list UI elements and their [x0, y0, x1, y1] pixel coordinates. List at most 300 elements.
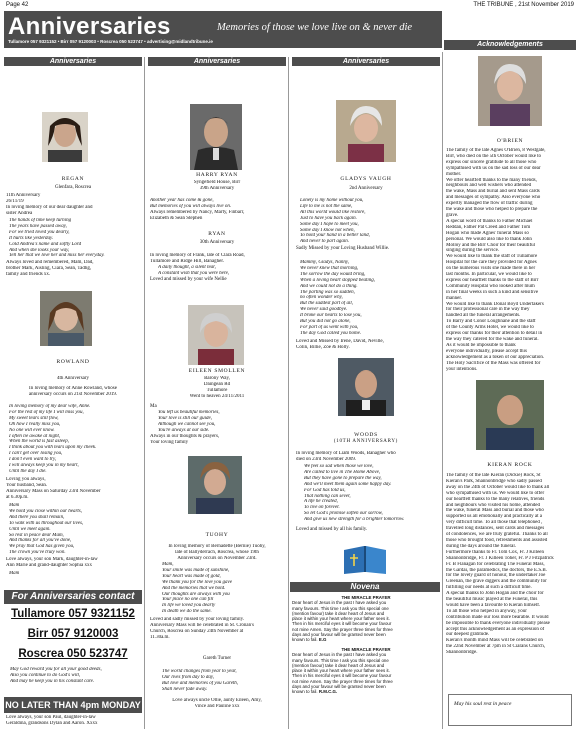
ack-line: the beautiful music played at the Funeral, this [446, 597, 538, 603]
verse-line: So let God's promise soften our sorrow, [304, 511, 383, 517]
page-topline [6, 2, 574, 11]
rowland-line: Your husband, Sean. [6, 482, 48, 488]
harry-ryan-name: HARRY RYAN [196, 172, 238, 178]
tuohy-line: Love always uncle Ollie, aunty Eileen, Amy, [172, 698, 262, 703]
prayer-signature: E.G [318, 637, 327, 643]
ack-line: expertly managed the flow of traffic during [446, 201, 533, 207]
verse-line: My sweet tears still flow, [9, 415, 59, 421]
ack-line: everyone individually, please accept this [446, 348, 527, 354]
verse-line: We never said goodbye. [300, 307, 348, 313]
page-number: Page 42 [6, 2, 29, 8]
acknowledgements-header: Acknowledgements [444, 40, 576, 50]
harry-ryan-photo [190, 104, 242, 170]
verse-line: I don't even want to try, [9, 457, 57, 463]
tuohy-tail [150, 617, 286, 641]
prayer-line: Then in his merciful eyes it will become your favour [292, 673, 392, 679]
ack-line: manner. [446, 295, 462, 301]
verse-line: Also you continue to do God's will, [10, 672, 81, 678]
rowland-line: Anniversary Mass on Saturday 23rd November [6, 488, 101, 494]
ack-line: those who brought food, refreshments and assisted [446, 537, 548, 543]
verse-line: When the world is fast asleep, [9, 439, 69, 445]
deadline-banner: NO LATER THAN 4pm MONDAY [4, 697, 142, 713]
rowland-photo [40, 291, 92, 346]
woods-line: In loving memory of Liam Woods, Banagher who [296, 451, 396, 456]
ack-line: the wake and those who helped to prepare the [446, 207, 538, 213]
prayer-line: (mention favour) take it dear heart of Jesus and [292, 610, 385, 616]
verse-line: The day God called you home. [300, 330, 362, 336]
verse-line: I often lie awake at night, [9, 433, 61, 439]
ack-line: The family of the late Kieran (Dickie) Rock, St [446, 473, 541, 478]
tuohy-line: Vince and Pauline xxx [194, 703, 240, 709]
verse-line: In death we do the same. [162, 609, 212, 615]
ack-line: Furthermore thanks to Fr. Tom Cox, Fr. J Killeen [446, 549, 545, 555]
verse-line: no often wonder why, [300, 295, 343, 301]
verse-line: We never knew that morning, [300, 265, 359, 271]
verse-line: A life he created, [304, 499, 338, 505]
gladys-vaugh-tail: Sadly Missed by your Loving Husband Willie. [296, 246, 390, 251]
rowland-line: Love always, your son Paul, daughter-in-law [6, 715, 96, 720]
ack-line: Molloy and the Birr Choir for their beautiful [446, 242, 536, 248]
ack-line: our heartfelt thanks to the many relatives, friends [446, 496, 545, 502]
ack-line: the wake, Mass and burial and sent Mass cards [446, 189, 540, 195]
ack-line: A special thanks to John Hogan and the choir for [446, 591, 544, 597]
rowland-line: 4th Anniversary [56, 376, 90, 381]
ack-line: for the lovely guard of honour, the undertaker Joe [446, 573, 546, 579]
verse-line: The world changes from year to year, [162, 669, 237, 674]
ack-line: travelled long distances, sent cards and messages [446, 526, 545, 532]
verse-line: Life to me is not the same, [300, 203, 353, 209]
verse-line: The hands of time keep turning [9, 218, 72, 223]
column-header-3: Anniversaries [292, 57, 440, 66]
miracle-prayer-2 [292, 647, 440, 695]
ack-line: The Holy Sacrifice of the Mass was offered for [446, 360, 541, 366]
rowland-tail2 [6, 715, 142, 727]
verse-line: Tell her that we love her and miss her everyday. [9, 253, 105, 259]
ryan-intro [150, 253, 286, 265]
ack-line: express our thanks for their attention to detail in [446, 331, 543, 337]
prayer-line: (mention favour) take it dear heart of Jesus and [292, 662, 385, 668]
ack-line: handled all the funeral arrangements. [446, 313, 521, 319]
verse-line: To live on forever. [304, 505, 340, 511]
prayer-line: Dear heart of Jesus in the past I have asked you [292, 652, 387, 658]
ack-line: Greenan, the grave diggers and the community for [446, 579, 547, 585]
verse-line: And when she looks your way, [9, 247, 70, 253]
regan-tail [6, 260, 142, 278]
novena-header: Novena [290, 582, 440, 592]
ack-line: would have been a favourite to Kieran himself. [446, 602, 541, 608]
prayer-title: THE MIRACLE PRAYER [341, 647, 391, 652]
verse-line: In life we loved you dearly [162, 603, 216, 609]
ryan-verse [158, 265, 286, 277]
verse-line: Your love is still our guide, [158, 415, 212, 421]
column-header-2: Anniversaries [148, 57, 286, 66]
tuohy-verse [162, 562, 286, 615]
rowland-line: Love always, your son Mark, daughter-in-law [6, 557, 98, 562]
ack-line: Birr, who died on the 5th October would like to [446, 153, 542, 159]
verse-line: For part of us went with you, [300, 324, 359, 330]
column-rule [144, 57, 145, 729]
ack-line: during the days around the funeral. [446, 543, 516, 549]
vaugh-line: Loved and Missed by Irene, David, Neville, [296, 339, 384, 344]
prayer-line: place it within your heart where your father sees it. [292, 616, 390, 622]
ack-line: on the numerous visits she made there in her [446, 266, 536, 272]
verse-line: You're always at our side. [158, 427, 210, 433]
verse-line: Just to have you back again. [300, 215, 357, 221]
harry-ryan-tail [150, 210, 286, 222]
ack-line: very difficult time. To all those that telephoned , [446, 520, 543, 526]
ack-line: Hospital for the care they provided for Agnes [446, 260, 537, 266]
verse-line: You left us beautiful memories, [158, 410, 220, 415]
ack-line: the Gardai, the paramedics, the doctors, the E.S.B. [446, 567, 547, 573]
prayer-line: many favours. This time I ask you this special one [292, 605, 389, 611]
verse-line: And give us new strength for a brighter tomorrow. [304, 517, 405, 523]
ack-line: We offer heartfelt thanks to the many friends, [446, 177, 537, 183]
ack-line: Hogan who made Agnes' funeral Mass so [446, 230, 529, 236]
ack-line: in her final weeks in such a kind and sensitive [446, 289, 539, 295]
ack-line: the 22nd November at 7pm in St Ciarans Church, [446, 644, 546, 650]
ack-line: of the County Arms Hotel, we would like to [446, 325, 534, 331]
prayer-book-icon [340, 542, 390, 576]
ack-line: Shannonbridge. [446, 650, 478, 656]
ack-line: Reddan, Father Pat Creed and Father Tom [446, 224, 531, 230]
verse-line: But memories of you will always live on. [150, 203, 232, 209]
rowland-name: ROWLAND [56, 359, 90, 365]
verse-line: May God reward you for all your good deeds, [10, 667, 102, 672]
office-tullamore: Tullamore 057 9321152 [11, 608, 135, 620]
office-birr: Birr 057 9120003 [27, 628, 119, 640]
rowland-verse2 [9, 503, 142, 556]
verse-line: We pray that God has given you, [9, 544, 75, 550]
verse-line: Some day I hope to meet you, [300, 221, 359, 227]
advert-header: For Anniversaries contact [4, 590, 142, 604]
verse-line: Mam [9, 571, 20, 576]
kieran-rock-message [446, 473, 576, 656]
woods-anniversary: (10TH ANNIVERSARY) [333, 439, 399, 444]
woods-intro [296, 451, 440, 463]
regan-line: Always loved and remembered, Mam, Dad, [6, 260, 94, 265]
obrien-name: O'BRIEN [496, 138, 524, 144]
verse-line: To hold your hand in a better land, [300, 233, 370, 239]
woods-tail: Loved and missed by all his family. [296, 527, 368, 532]
ack-line: personal. We would also like to thank John [446, 236, 532, 242]
verse-line: It broke our hearts to lose you, [300, 313, 362, 319]
eileen-smollen-lead: Ma [150, 404, 157, 409]
gladys-vaugh-anniversary: 2nd Anniversary [349, 186, 383, 191]
rowland-line: Loving you always, [6, 477, 46, 482]
verse-line: Are called to live in The Home Above, [304, 469, 381, 475]
tuohy-line: late of Ballyderrach, Roscrea, whose 19th [175, 549, 259, 555]
ack-line: be impossible to thank everyone individually please [446, 620, 550, 626]
ack-line: contribution made our loss more bearable. It would [446, 614, 549, 620]
rowland-line: anniversary occurs on 21st November 2019. [28, 391, 118, 397]
prayer-line: known to fail. [292, 689, 318, 695]
smollen-line: Tullamore [206, 387, 228, 393]
verse-line: Mammy, Gladys, Nanny, [300, 260, 350, 265]
woods-verse [304, 464, 440, 523]
tuohy-photo [188, 456, 242, 514]
ack-line: the way they catered for the wake and funeral. [446, 337, 539, 342]
tuohy-line: Anniversary Mass will be celebrated in St. Cronan's [150, 622, 254, 628]
verse-line: I think about you with tears upon my cheek. [9, 445, 97, 451]
verse-line: When a loving heart stopped beating, [300, 277, 375, 283]
verse-line: And thanks for all you've done, [9, 538, 72, 544]
ack-line: Kieran's Park, Shannonbridge who sadly passed [446, 478, 542, 484]
verse-line: Until the day I die. [9, 468, 47, 474]
verse-line: Our lives from day to day, [162, 674, 215, 680]
ryan-line: Syngefield House, Birr [193, 180, 241, 185]
woods-photo [338, 358, 394, 416]
regan-line: In loving memory of our dear daughter and [6, 204, 93, 210]
ack-line: To all those who helped in anyway, your [446, 608, 527, 614]
ack-line: supported us all emotionally and practically at a [446, 514, 542, 520]
ack-line: We would like to thank Donal Boyd Undertakers [446, 301, 544, 307]
verse-line: To walk with us throughout our lives, [9, 520, 84, 526]
ack-line: neighbours and well wishers who attended [446, 183, 532, 189]
verse-line: But they have gone to prepare the way, [304, 475, 382, 481]
verse-line: Lonely is my home without you, [300, 198, 364, 203]
verse-line: I will always keep you in my heart, [9, 463, 79, 469]
verse-line: Another year has come & gone, [150, 198, 214, 203]
verse-line: Mam [9, 503, 20, 508]
ack-line: fulfilling our needs at such a difficult time. [446, 585, 532, 591]
tuohy-name: TUOHY [205, 532, 229, 538]
ack-line: We would like to thank the staff of Tullamore [446, 254, 538, 260]
verse-line: But you did not go alone, [300, 319, 351, 325]
ack-line: our deepest gratitude. [446, 632, 490, 638]
regan-intro [6, 193, 142, 217]
verse-line: For God has told us, [304, 487, 346, 493]
ack-line: your intentions. [446, 366, 478, 372]
verse-line: The crown you've truly won. [9, 550, 66, 556]
tuohy-line: In loving memory of Bernadette (Bernie) Tuohy, [168, 544, 266, 549]
verse-line: The sorrow the day would bring, [300, 271, 366, 277]
gladys-vaugh-name: GLADYS VAUGH [340, 176, 392, 182]
prayer-line: days and your favour will be granted never been [292, 684, 386, 690]
smollen-line: Daingean Rd [203, 381, 231, 387]
regan-line: brother Mark, Aisling, Ciara, Sean, Tadhg, [6, 265, 92, 271]
verse-line: We feel so sad when those we love, [304, 464, 374, 469]
rowland-tail [6, 557, 142, 569]
verse-line: Until we meet again. [9, 526, 51, 532]
gareth-turner-name: Gareth Turner [202, 656, 232, 661]
ryan-line: Always remembered by Nancy, Marty, Finbarr, [150, 210, 245, 215]
rowland-line: In loving memory of Anne Rowland, whose [29, 385, 117, 391]
eileen-smollen-place [148, 376, 286, 400]
rowland-line: Geraldina, grandsons Dylan and Aaron. Xxxx [6, 720, 98, 726]
smollen-line: Always in our thoughts & prayers, [150, 434, 220, 439]
smollen-line: Went to heaven 24/11/2011 [189, 393, 245, 399]
masthead-contact: Tullamore 057 9321152 • Birr 057 9120003 • Roscrea 050 523747 • advertising@midlandtribune.ie [8, 39, 213, 44]
regan-line: sister Andrea [6, 210, 33, 216]
vaugh-line: Colin, Billie, Zoe & Holly. [296, 344, 350, 350]
ack-line: who sympathised with us. We would like to offer [446, 490, 545, 496]
ack-line: and neighbours who visited his home, attended [446, 502, 541, 508]
harry-ryan-verse [150, 198, 286, 210]
prayer-signature: R.M.C.G. [318, 689, 338, 695]
ack-line: mother. [446, 171, 462, 177]
verse-line: Your heart was made of gold, [162, 573, 221, 579]
rowland-line: Ann Marie and grand-daughter Sophia xxx [6, 562, 92, 568]
gladys-vaugh-tail2 [296, 339, 440, 351]
smollen-line: Your loving family [150, 439, 189, 445]
miracle-prayer-1 [292, 595, 440, 643]
obrien-message [446, 148, 576, 372]
ack-line: To Barry and Conor Loughnane and the staff [446, 319, 536, 325]
verse-line: In loving memory of my dear wife, Anne. [9, 404, 91, 409]
ack-line: Fr. B Flanagan for celebrating The Funeral Mass, [446, 561, 545, 567]
verse-line: Mam, [162, 562, 174, 567]
tuohy-intro [148, 544, 286, 562]
obrien-photo [478, 56, 542, 126]
eileen-smollen-name: EILEEN SMOLLEN [188, 368, 246, 374]
ack-line: A special word of thanks to Father Michael [446, 218, 533, 224]
ack-line: As it would be impossible to thank [446, 342, 516, 348]
woods-name: WOODS [354, 432, 378, 438]
column-rule [442, 52, 443, 729]
verse-line: And we'll meet them again some happy day. [304, 481, 392, 487]
verse-line: The years have passed away, [9, 223, 67, 229]
ack-line: for their professional care in the way they [446, 307, 530, 313]
anniversaries-masthead [4, 11, 442, 48]
regan-line: 11th Anniversary [6, 193, 41, 198]
prayer-title: THE MIRACLE PRAYER [341, 595, 391, 600]
prayer-line: many favours. This time I ask you this special one [292, 657, 389, 663]
verse-line: And the memories that we hold. [162, 585, 226, 591]
ack-line: express our sincere gratitude to all those who [446, 159, 537, 165]
verse-line: But the saddest part of all, [300, 301, 354, 307]
regan-line: 26/11/19 [6, 198, 24, 204]
verse-line: We hold you close within our hearts, [9, 508, 83, 514]
verse-line: Your place no one can fill [162, 597, 214, 603]
prayer-line: days and your favour will be granted never been [292, 632, 386, 638]
rowland-verse3 [9, 571, 142, 577]
office-roscrea: Roscrea 050 523747 [18, 648, 128, 660]
kieran-rock-photo [476, 380, 544, 450]
verse-line: That nothing can sever, [304, 493, 351, 499]
verse-line: Although we cannot see you, [158, 421, 216, 427]
column-rule [288, 57, 289, 729]
rowland-intro [4, 376, 142, 398]
prayer-line: known to fail. [292, 637, 318, 643]
verse-line: All this world would like restore, [300, 209, 366, 215]
ack-line: Kieran's month mind Mass will be celebrated on [446, 638, 543, 644]
verse-line: Cold Andrea's name and softly Lord [9, 241, 82, 247]
verse-line: A constant wish that you were here, [158, 270, 230, 276]
ack-line: The family of the late Agnes O'Brien, 8 Westgate, [446, 148, 546, 153]
gareth-turner-tail [148, 698, 286, 710]
contact-advert [4, 590, 142, 695]
rowland-mid [6, 477, 142, 501]
verse-line: The parting was so sudden, [300, 289, 355, 295]
tuohy-line: Anniversary occurs on November 23rd. [177, 555, 257, 561]
gladys-vaugh-verse2 [300, 260, 440, 337]
prayer-line: place it within your heart where your father sees it. [292, 668, 390, 674]
ack-line: sympathised with us on the sad loss of our dear [446, 165, 541, 171]
ack-line: Shannonbridge, Fr. J Killeen Toher, Fr. P J Fitzpatrick [446, 555, 554, 561]
verse-line: And never to part again. [300, 239, 350, 245]
kieran-rock-name: KIERAN ROCK [487, 462, 533, 468]
kieran-rock-script: May his soul rest in peace [454, 701, 512, 707]
ack-line: and messages of sympathy. Also everyone who [446, 195, 541, 201]
script-frame [448, 694, 572, 726]
column-header-1: Anniversaries [4, 57, 142, 66]
eileen-smollen-verse [158, 410, 286, 434]
rowland-verse3-rest [10, 667, 140, 685]
tuohy-line: Church, Roscrea on Sunday 24th November at [150, 628, 244, 634]
tuohy-line: 11.30a.m. [150, 634, 170, 640]
woods-line: died on 23rd November 2009. [296, 456, 357, 462]
verse-line: Oh how I really miss you, [9, 421, 61, 427]
ack-line: accept this acknowledgement as an expression of [446, 626, 545, 632]
verse-line: Some day I know not when, [300, 227, 355, 233]
gareth-turner-verse [162, 669, 286, 693]
regan-line: family and friends xx. [6, 271, 51, 277]
harry-ryan-place [148, 180, 286, 192]
eileen-smollen-photo [188, 305, 244, 365]
masthead-title: Anniversaries [8, 13, 171, 40]
gladys-vaugh-verse [300, 198, 440, 245]
regan-name: REGAN [61, 176, 85, 182]
verse-line: Your smile was made of sunshine, [162, 567, 230, 573]
ack-line: last months. In particular, we would like to [446, 272, 532, 278]
ack-line: away on the 24th of October would like to thank all [446, 484, 550, 490]
gladys-vaugh-photo [336, 100, 396, 162]
ryan-line: Elizabeth & Sean Stephen [150, 215, 203, 221]
ryan-name: RYAN [208, 231, 226, 237]
rowland-verse [9, 404, 142, 475]
ack-line: grave. [446, 212, 459, 218]
verse-line: So rest in peace dear Mam, [9, 532, 64, 538]
prayer-line: Then in his merciful eyes it will become your favour [292, 621, 392, 627]
verse-line: A daily thought, a silent tear, [158, 265, 216, 270]
prayer-line: not mine Amen. Say the prayer three times for three [292, 626, 393, 632]
masthead-tagline: Memories of those we love live on & never die [217, 22, 413, 33]
verse-line: Our thoughts are always with you [162, 591, 230, 597]
ack-line: Community Hospital who looked after mum [446, 283, 535, 289]
smollen-line: Barony Way, [204, 376, 230, 381]
ryan-line: 39th Anniversary [199, 185, 235, 191]
verse-line: Shall never fade away. [162, 686, 208, 692]
tuohy-line: Loved and sadly missed by your loving family. [150, 617, 245, 622]
verse-line: And we could not do a thing. [300, 283, 358, 289]
ryan-anniversary: 30th Anniversary [199, 240, 235, 245]
verse-line: And may he keep you in his constant care. [10, 678, 95, 684]
edition-date: THE TRIBUNE , 21st November 2019 [473, 2, 574, 8]
verse-line: And there you shall remain, [9, 514, 65, 520]
ryan-tail: Loved and missed by your wife Nellie [150, 277, 227, 282]
prayer-line: Dear heart of Jesus in the past I have asked you [292, 600, 387, 606]
regan-verse [9, 218, 142, 259]
ack-line: of condolences, we are truly grateful. Thanks to all [446, 532, 548, 538]
ack-line: express our heartfelt thanks to the staff of Birr [446, 277, 539, 283]
verse-line: For we tried loved you dearly, [9, 229, 70, 235]
ryan-line: Tullamore and Ridge Hill, Banagher. [150, 258, 224, 264]
eileen-smollen-tail [150, 434, 286, 446]
rowland-line: at 6.30p.m. [6, 494, 29, 500]
ack-line: singing during the service. [446, 248, 500, 254]
verse-line: I can't get over losing you, [9, 451, 63, 457]
verse-line: No one will ever know. [9, 427, 55, 433]
ack-line: acknowledgement as a token of our appreciation. [446, 354, 545, 360]
verse-line: For the rest of my life I will miss you, [9, 409, 84, 415]
ryan-line: In loving memory of Frank, late of Clara Road, [150, 253, 245, 258]
prayer-line: not mine Amen. Say the prayer three times for three [292, 678, 393, 684]
ack-line: the wake, funeral Mass and burial and those who [446, 508, 544, 514]
verse-line: But love and memories of you Gareth, [162, 680, 239, 686]
verse-line: We thank you for the love you gave [162, 579, 232, 585]
regan-photo [42, 112, 88, 162]
regan-place: Glenfara, Roscrea [54, 185, 92, 190]
